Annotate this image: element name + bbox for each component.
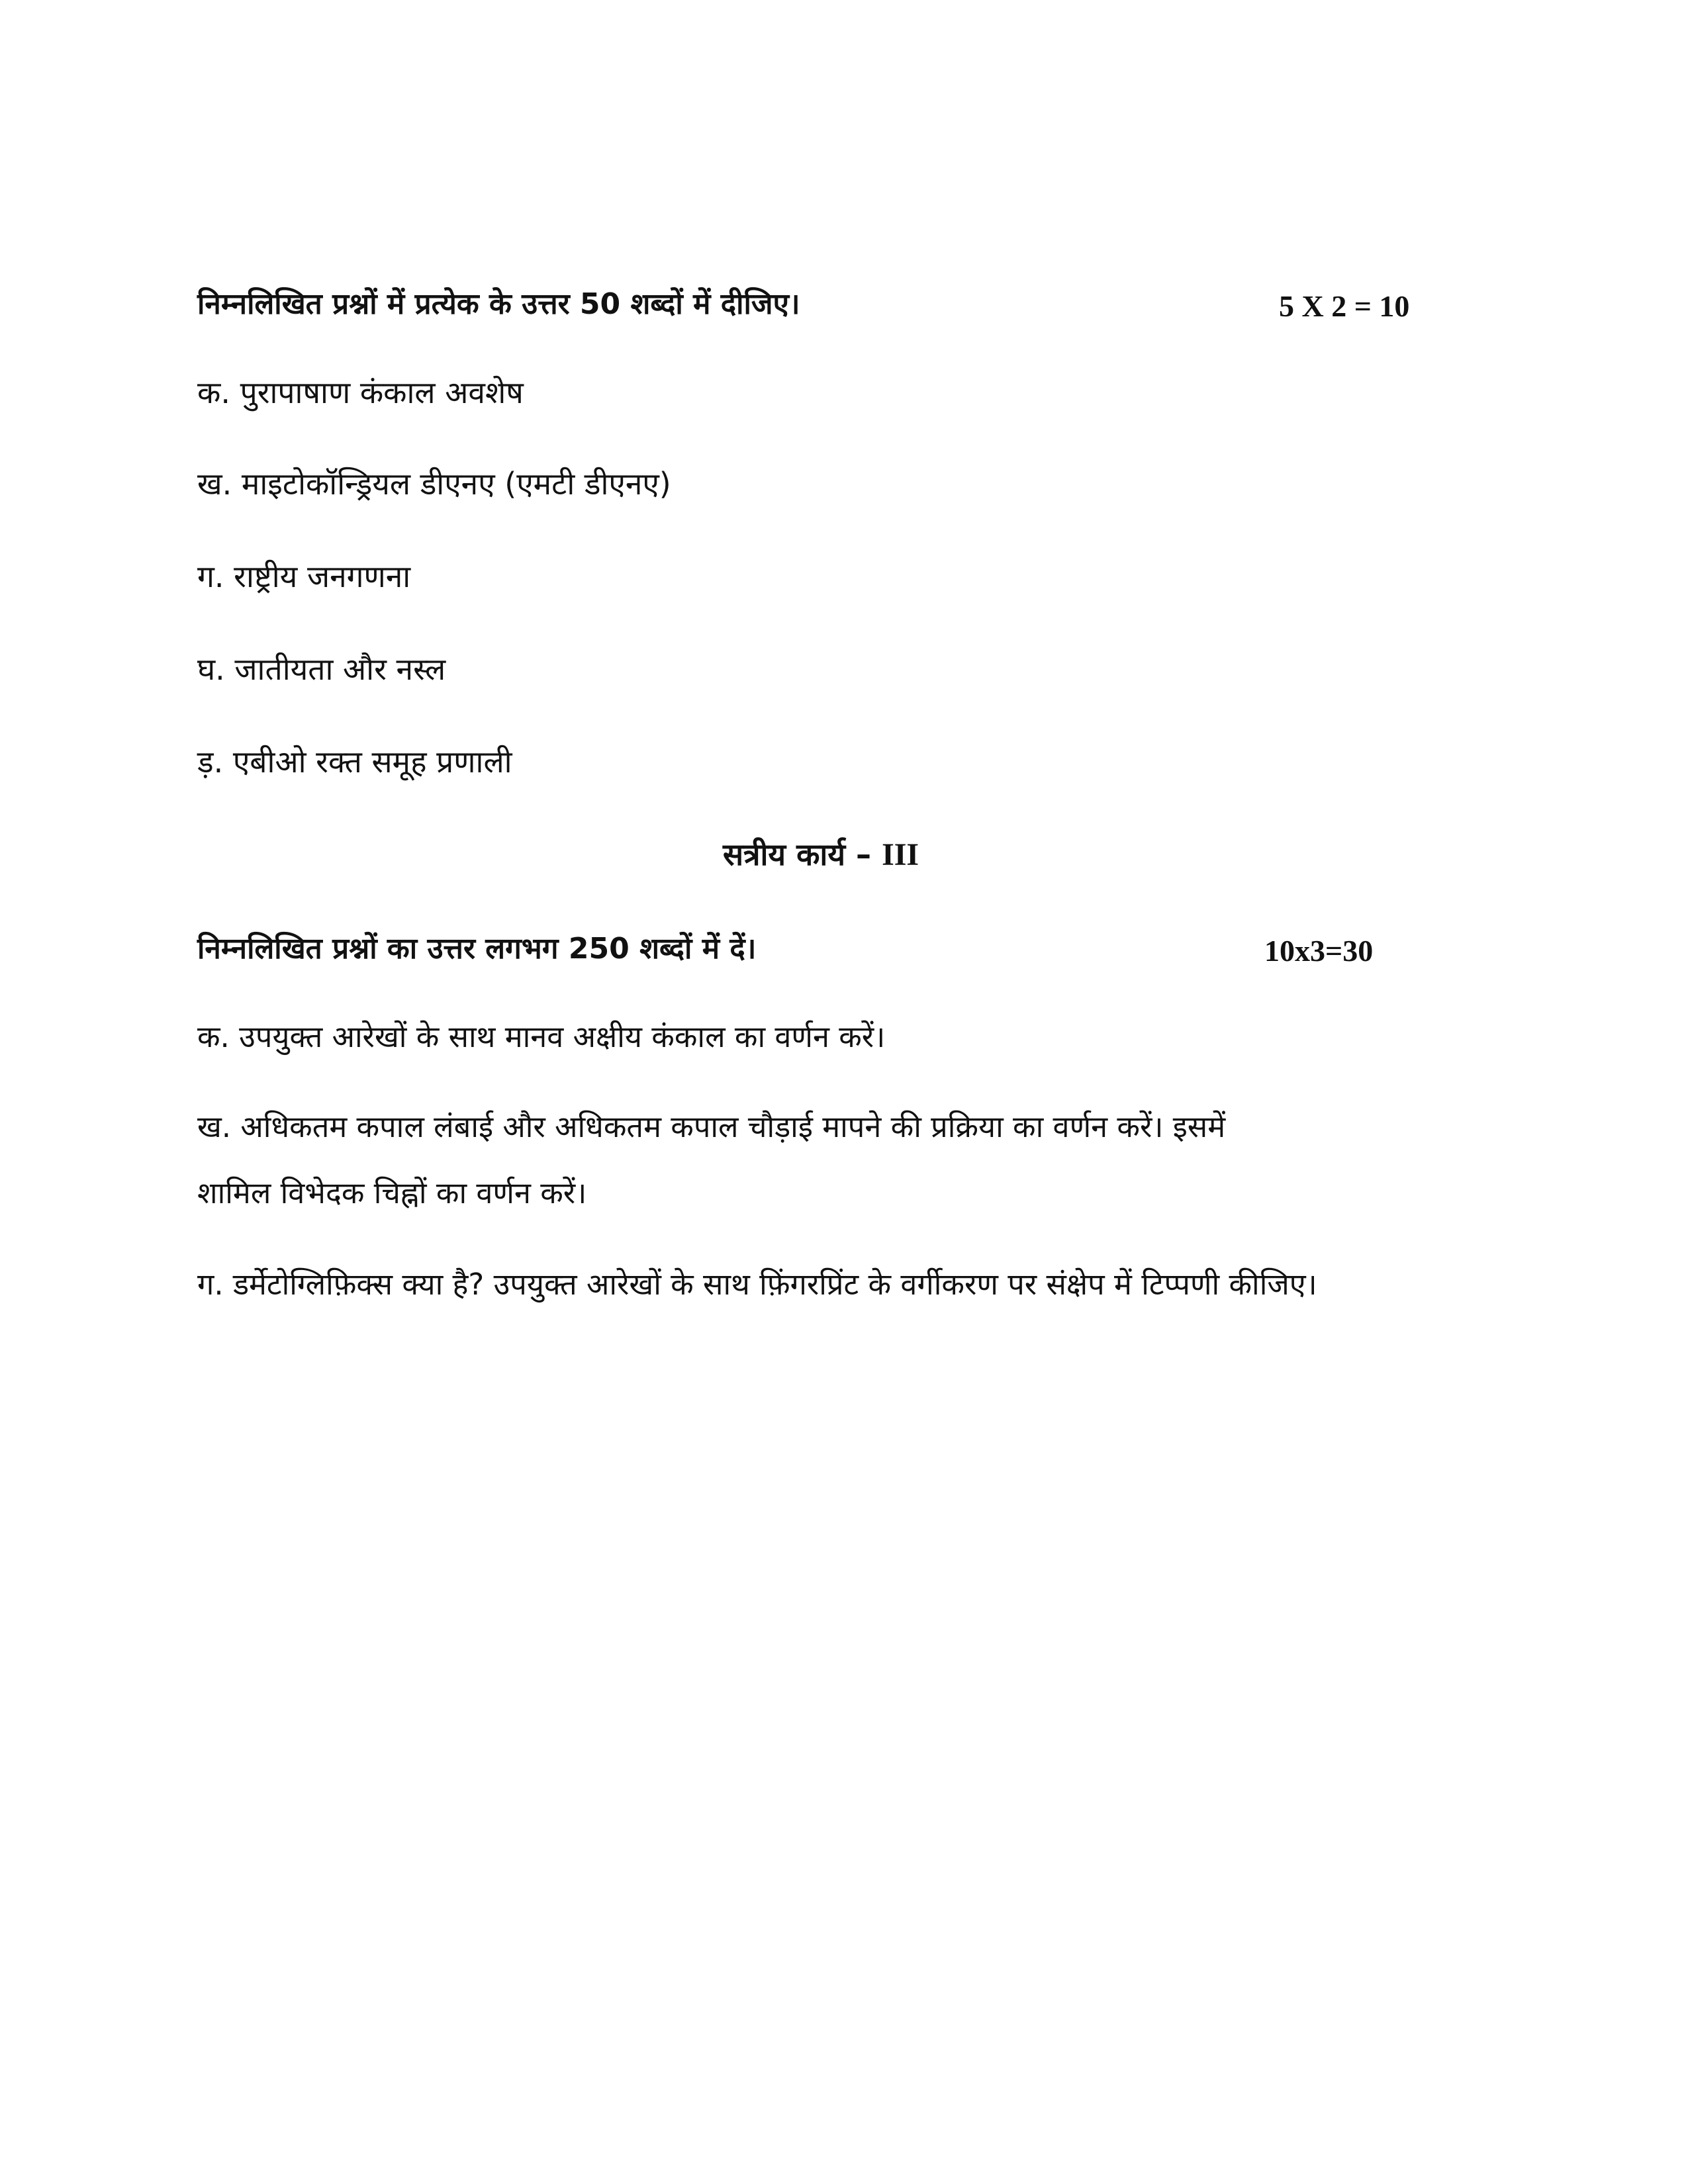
section1-item-da: ड़. एबीओ रक्त समूह प्रणाली [197,744,512,780]
section2-item-ka: क. उपयुक्त आरेखों के साथ मानव अक्षीय कंकाल का वर्णन करें। [197,1019,886,1054]
section2-heading-roman: III [882,837,919,872]
section1-instruction: निम्नलिखित प्रश्नों में प्रत्येक के उत्तर 50 शब्दों में दीजिए। [197,287,800,321]
section2-item-kha-line2: शामिल विभेदक चिह्नों का वर्णन करें। [197,1175,587,1210]
section1-marks: 5 X 2 = 10 [1279,289,1410,323]
section1-item-kha: ख. माइटोकॉन्ड्रियल डीएनए (एमटी डीएनए) [197,466,671,502]
section2-marks: 10x3=30 [1264,934,1374,968]
section2-item-kha-line1: ख. अधिकतम कपाल लंबाई और अधिकतम कपाल चौड़ाई मापने की प्रक्रिया का वर्णन करें। इसमें [197,1109,1226,1144]
section1-item-ga: ग. राष्ट्रीय जनगणना [197,559,411,594]
section2-item-ga: ग. डर्मेटोग्लिफ़िक्स क्या है? उपयुक्त आरेखों के साथ फ़िंगरप्रिंट के वर्गीकरण पर संक्षेप में टिप्पणी कीजिए। [197,1267,1317,1302]
section2-instruction: निम्नलिखित प्रश्नों का उत्तर लगभग 250 शब्दों में दें। [197,932,757,966]
section2-heading [723,839,919,871]
section1-item-gha: घ. जातीयता और नस्ल [197,651,446,687]
section2-heading-text: सत्रीय कार्य – [723,837,872,872]
section1-item-ka: क. पुरापाषाण कंकाल अवशेष [197,375,524,410]
